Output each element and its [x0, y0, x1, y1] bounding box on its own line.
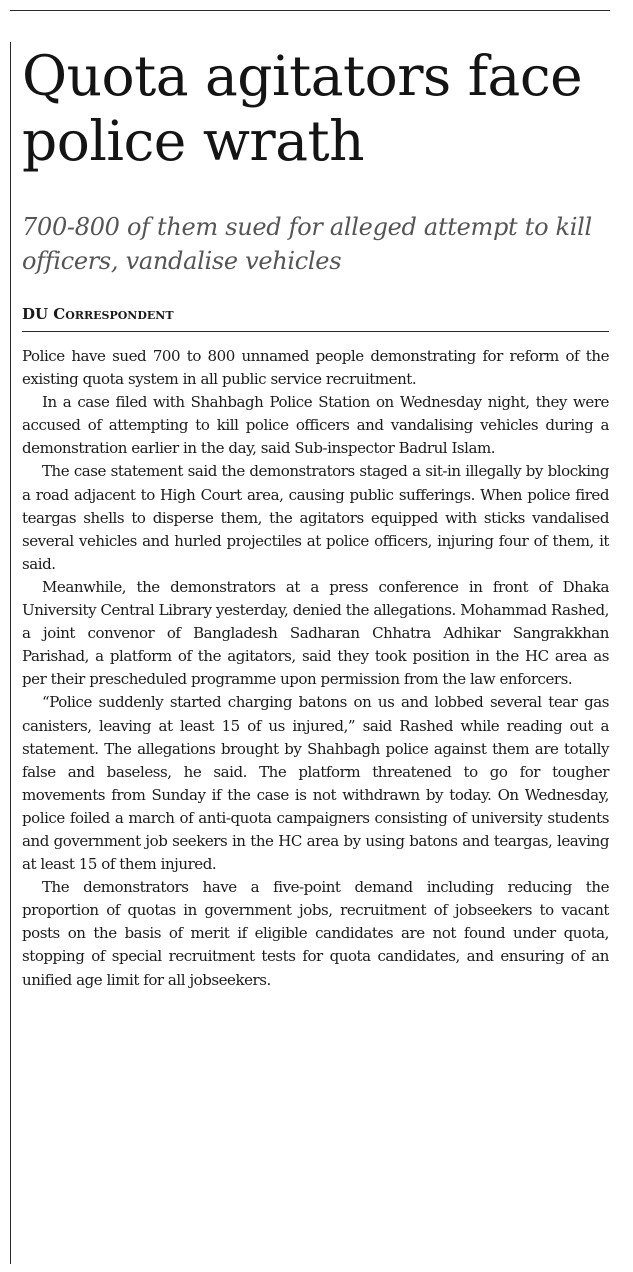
top-border-rule: [10, 10, 610, 11]
paragraph-6: The demonstrators have a five-point demand including reducing the proportion of quotas in government jobs, recruitment of jobseekers to vacant posts on the basis of merit if eligible candidates are not found under quota, stopping of special recruitment tests for quota candidates, and ensuring of an unified age limit for all jobseekers.: [22, 878, 609, 989]
column-border-rule: [10, 42, 11, 1264]
paragraph-4: Meanwhile, the demonstrators at a press conference in front of Dhaka University Central Library yesterday, denied the allegations. Mohammad Rashed, a joint convenor of Bangladesh Sadharan Chhatra Adhikar Sangrakkhan Parishad, a platform of the agitators, said they took position in the HC area as per their prescheduled programme upon permission from the law enforcers.: [22, 577, 609, 689]
subheadline: 700-800 of them sued for alleged attempt to kill officers, vandalise vehicles: [22, 213, 592, 275]
byline: DU Correspondent: [22, 305, 174, 323]
paragraph-5: “Police suddenly started charging batons on us and lobbed several tear gas canisters, leaving at least 15 of us injured,” said Rashed while reading out a statement. The allegations brought by Shahbagh police against them are totally false and baseless, he said. The platform threatened to go for tougher movements from Sunday if the case is not withdrawn by today. On Wednesday, police foiled a march of anti-quota campaigners consisting of university students and government job seekers in the HC area by using batons and teargas, leaving at least 15 of them injured.: [22, 693, 609, 874]
headline: Quota agitators face police wrath: [22, 44, 583, 173]
byline-divider: [22, 331, 609, 332]
article-body: [22, 345, 609, 992]
paragraph-1: Police have sued 700 to 800 unnamed people demonstrating for reform of the existing quota system in all public service recruitment.: [22, 347, 609, 389]
paragraph-2: In a case filed with Shahbagh Police Station on Wednesday night, they were accused of attempting to kill police officers and vandalising vehicles during a demonstration earlier in the day, said Sub-inspector Badrul Islam.: [22, 393, 609, 458]
paragraph-3: The case statement said the demonstrators staged a sit-in illegally by blocking a road adjacent to High Court area, causing public sufferings. When police fired teargas shells to disperse them, the agitators equipped with sticks vandalised several vehicles and hurled projectiles at police officers, injuring four of them, it said.: [22, 462, 609, 573]
